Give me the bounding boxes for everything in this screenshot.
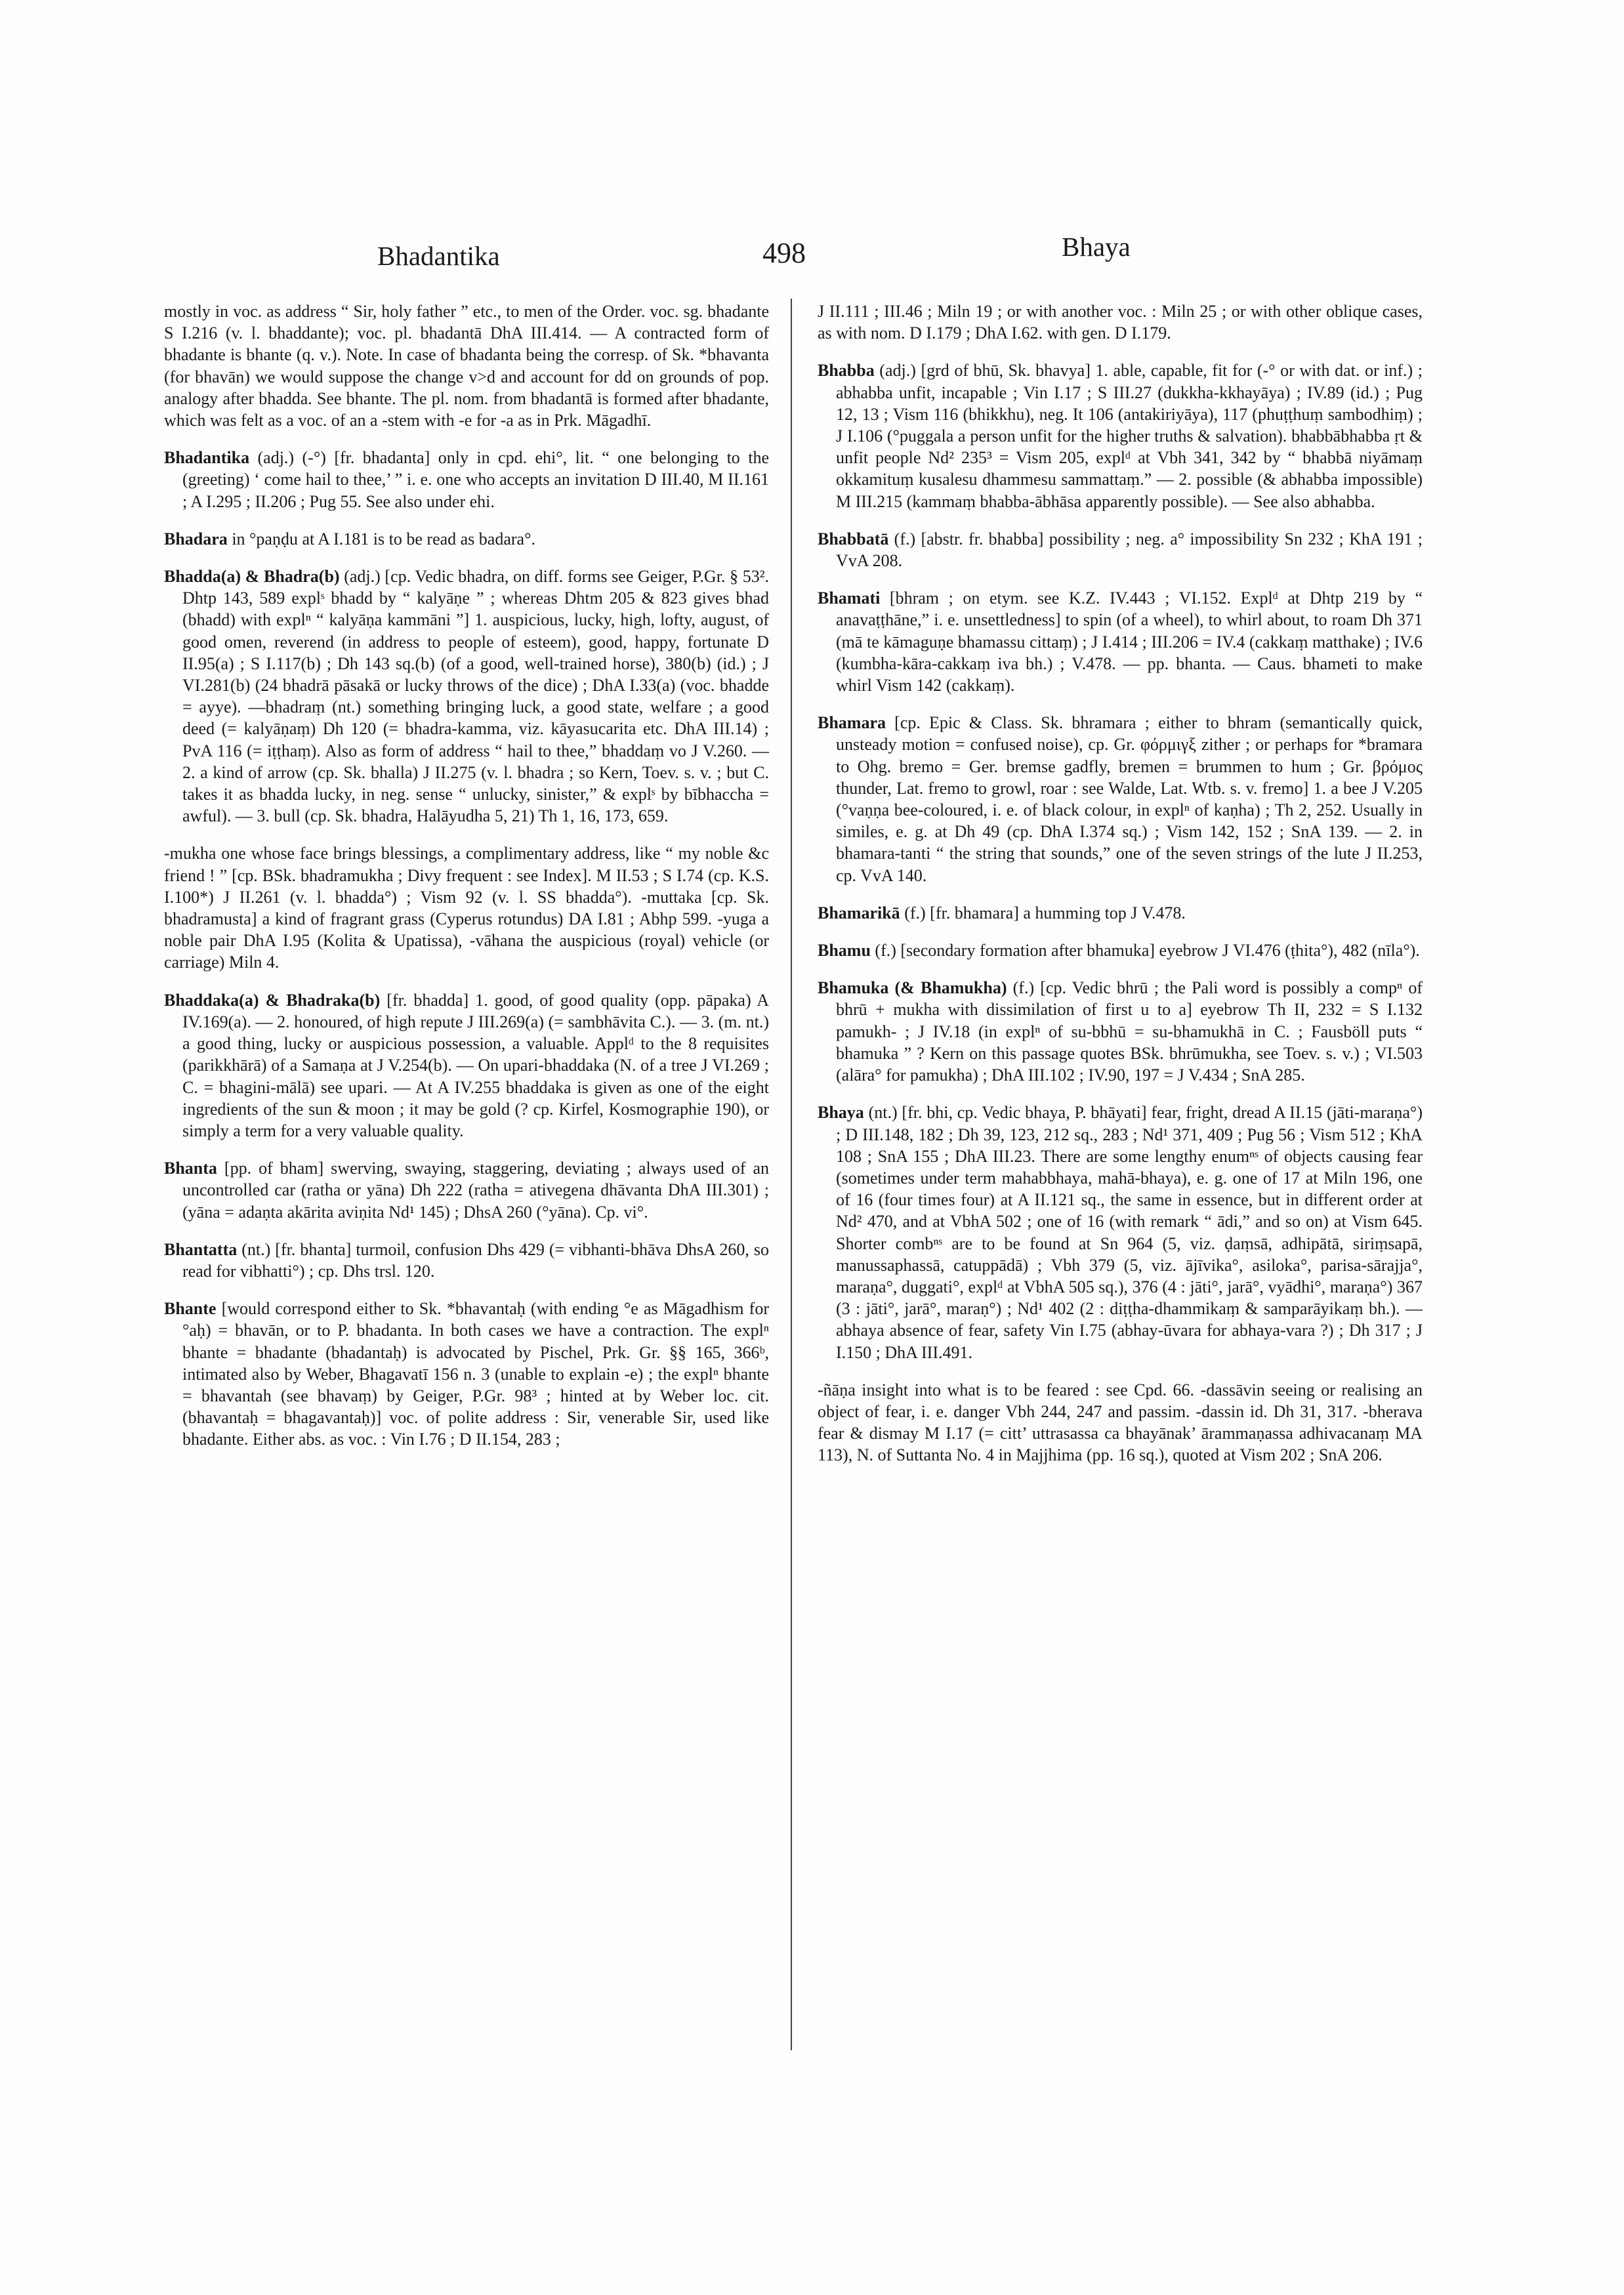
dictionary-entry [164, 1239, 769, 1282]
entry-text: -ñāṇa insight into what is to be feared : see Cpd. 66. -dassāvin seeing or realising an object of fear, i. e. danger Vbh 244, 247 and passim. -dassin id. Dh 31, 317. -bherava fear & dismay M I.17 (= citt’ uttrasassa ca bhayānak’ ārammaṇassa adhivacanaṃ MA 113), N. of Suttanta No. 4 in Majjhima (pp. 16 sq.), quoted at Vism 202 ; SnA 206. [818, 1380, 1423, 1465]
dictionary-entry [818, 940, 1423, 961]
entry-text: [bhram ; on etym. see K.Z. IV.443 ; VI.152. Explᵈ at Dhtp 219 by “ anavaṭṭhāne,” i. e. unsettledness] to spin (of a wheel), to whirl about, to roam Dh 371 (mā te kāmaguṇe bhamassu cittaṃ) ; J I.414 ; III.206 = IV.4 (cakkaṃ matthake) ; IV.6 (kumbha-kāra-cakkaṃ iva bh.) ; V.478. — pp. bhanta. — Caus. bhameti to make whirl Vism 142 (cakkaṃ). [836, 589, 1423, 695]
entry-headword: Bhabbatā [818, 529, 889, 548]
entry-text: (f.) [secondary formation after bhamuka] eyebrow J VI.476 (ṭhita°), 482 (nīla°). [870, 941, 1420, 961]
entry-headword: Bhamara [818, 713, 886, 733]
dictionary-entry [164, 989, 769, 1142]
entry-text: (adj.) [grd of bhū, Sk. bhavya] 1. able, capable, fit for (-° or with dat. or inf.) ; abhabba unfit, incapable ; Vin I.17 ; S III.27 (dukkha-kkhayāya) ; IV.89 (id.) ; Pug 12, 13 ; Vism 116 (bhikkhu), neg. It 106 (antakiriyāya), 117 (phuṭṭhuṃ sambodhiṃ) ; J I.106 (°puggala a person unfit for the higher truths & salvation). bhabbābhabba ṛt & unfit people Nd² 235³ = Vism 205, explᵈ at Vbh 341, 342 by “ bhabbā niyāmaṃ okkamituṃ kusalesu dhammesu sammattaṃ.” — 2. possible (& abhabba impossible) M III.215 (kammaṃ bhabba-ābhāsa apparently possible). — See also abhabba. [836, 361, 1423, 511]
right-column [818, 300, 1423, 1482]
entry-headword: Bhamu [818, 941, 871, 961]
dictionary-entry [164, 1157, 769, 1223]
dictionary-entry [818, 1102, 1423, 1363]
entry-text: (nt.) [fr. bhi, cp. Vedic bhaya, P. bhāyati] fear, fright, dread A II.15 (jāti-maraṇa°) ; D III.148, 182 ; Dh 39, 123, 212 sq., 283 ; Nd¹ 371, 409 ; Pug 56 ; Vism 512 ; KhA 108 ; SnA 155 ; DhA III.23. There are some lengthy enumⁿˢ of objects causing fear (sometimes under term mahabbhaya, mahā-bhaya), e. g. one of 17 at Miln 196, one of 16 (four times four) at A II.121 sq., the same in essence, but in different order at Nd² 470, and at VbhA 502 ; one of 16 (with remark “ ādi,” and so on) at Vism 645. Shorter combⁿˢ are to be found at Sn 964 (5, viz. ḍaṃsā, adhipātā, siriṃsapā, manussaphassā, catuppādā) ; Vbh 379 (5, viz. ājīvika°, asiloka°, parisa-sārajja°, maraṇa°, duggati°, explᵈ at VbhA 505 sq.), 376 (4 : jāti°, jarā°, vyādhi°, maraṇa°) 367 (3 : jāti°, jarā°, maraṇ°) ; Nd¹ 402 (2 : diṭṭha-dhammikaṃ & samparāyikaṃ bh.). —abhaya absence of fear, safety Vin I.75 (abhay-ūvara for abhaya-vara ?) ; Dh 317 ; J I.150 ; DhA III.491. [836, 1103, 1423, 1362]
dictionary-entry [164, 1298, 769, 1450]
entry-headword: Bhadara [164, 529, 228, 548]
entry-headword: Bhante [164, 1299, 217, 1319]
entry-text: mostly in voc. as address “ Sir, holy father ” etc., to men of the Order. voc. sg. bhadante S I.216 (v. l. bhaddante); voc. pl. bhadantā DhA III.414. — A contracted form of bhadante is bhante (q. v.). Note. In case of bhadanta being the corresp. of Sk. *bhavanta (for bhavān) we would suppose the change v>d and account for dd on grounds of pop. analogy after bhadda. See bhante. The pl. nom. from bhadantā is formed after bhadante, which was felt as a voc. of an a -stem with -e for -a as in Prk. Māgadhī. [164, 302, 769, 430]
dictionary-entry [818, 1379, 1423, 1466]
right-guide-word: Bhaya [1062, 232, 1131, 262]
entry-text: (adj.) (-°) [fr. bhadanta] only in cpd. ehi°, lit. “ one belonging to the (greeting) ‘ come hail to thee,’ ” i. e. one who accepts an invitation D III.40, M II.161 ; A I.295 ; II.206 ; Pug 55. See also under ehi. [182, 448, 769, 511]
entry-text: (f.) [fr. bhamara] a humming top J V.478. [900, 903, 1186, 922]
entry-text: (adj.) [cp. Vedic bhadra, on diff. forms see Geiger, P.Gr. § 53². Dhtp 143, 589 explˢ bhadd by “ kalyāṇe ” ; whereas Dhtm 205 & 823 gives bhad (bhadd) with explⁿ “ kalyāṇa kammāni ”] 1. auspicious, lucky, high, lofty, august, of good omen, reverend (in address to people of esteem), good, happy, fortunate D II.95(a) ; S I.117(b) ; Dh 143 sq.(b) (of a good, well-trained horse), 380(b) (id.) ; J VI.281(b) (24 bhadrā pāsakā or lucky throws of the dice) ; DhA I.33(a) (voc. bhadde = ayye). —bhadraṃ (nt.) something bringing luck, a good state, welfare ; a good deed (= kalyāṇaṃ) Dh 120 (= bhadra-kamma, viz. kāyasucarita etc. DhA III.14) ; PvA 116 (= iṭṭhaṃ). Also as form of address “ hail to thee,” bhaddaṃ vo J V.260. — 2. a kind of arrow (cp. Sk. bhalla) J II.275 (v. l. bhadra ; so Kern, Toev. s. v. ; but C. takes it as bhadda lucky, in neg. sense “ unlucky, sinister,” & explˢ by bībhaccha = awful). — 3. bull (cp. Sk. bhadra, Halāyudha 5, 21) Th 1, 16, 173, 659. [182, 567, 769, 826]
entry-text: J II.111 ; III.46 ; Miln 19 ; or with another voc. : Miln 25 ; or with other oblique cases, as with nom. D I.179 ; DhA I.62. with gen. D I.179. [818, 302, 1423, 343]
entry-text: (nt.) [fr. bhanta] turmoil, confusion Dhs 429 (= vibhanti-bhāva DhsA 260, so read for vibhatti°) ; cp. Dhs trsl. 120. [182, 1239, 769, 1281]
entry-headword: Bhamarikā [818, 903, 900, 922]
dictionary-entry [818, 712, 1423, 886]
entry-headword: Bhamuka (& Bhamukha) [818, 978, 1007, 998]
entry-text: [pp. of bham] swerving, swaying, staggering, deviating ; always used of an uncontrolled car (ratha or yāna) Dh 222 (ratha = ativegena dhāvanta DhA III.301) ; (yāna = adaṇta akārita aviṇita Nd¹ 145) ; DhsA 260 (°yāna). Cp. vi°. [182, 1159, 769, 1222]
entry-headword: Bhaddaka(a) & Bhadraka(b) [164, 990, 381, 1010]
left-guide-word: Bhadantika [377, 241, 500, 271]
dictionary-entry [164, 842, 769, 973]
entry-headword: Bhabba [818, 361, 875, 381]
dictionary-entry [818, 977, 1423, 1086]
entry-headword: Bhadda(a) & Bhadra(b) [164, 567, 340, 587]
dictionary-entry [818, 902, 1423, 924]
entry-text: [fr. bhadda] 1. good, of good quality (opp. pāpaka) A IV.169(a). — 2. honoured, of high repute J III.269(a) (= sambhāvita C.). — 3. (m. nt.) a good thing, lucky or auspicious possession, a valuable. Applᵈ to the 8 requisites (parikkhārā) of a Samaṇa at J V.254(b). — On upari-bhaddaka (N. of a tree J VI.269 ; C. = bhagini-mālā) see upari. — At A IV.255 bhaddaka is given as one of the eight ingredients of the sun & moon ; it may be gold (? cp. Kirfel, Kosmographie 190), or simply a term for a very valuable quality. [182, 990, 769, 1140]
entry-headword: Bhadantika [164, 448, 250, 468]
entry-headword: Bhanta [164, 1159, 217, 1178]
left-column [164, 300, 769, 1466]
dictionary-entry [164, 447, 769, 512]
dictionary-entry [164, 566, 769, 827]
dictionary-entry [818, 300, 1423, 344]
entry-headword: Bhantatta [164, 1239, 238, 1259]
entry-text: (f.) [cp. Vedic bhrū ; the Pali word is possibly a compⁿ of bhrū + mukha with dissimilation of first u to a] eyebrow Th II, 232 = S I.132 pamukh- ; J IV.18 (in explⁿ of su-bbhū = su-bhamukhā in C. ; Fausböll puts “ bhamuka ” ? Kern on this passage quotes BSk. bhrūmukha, see Toev. s. v.) ; VI.503 (alāra° for pamukha) ; DhA III.102 ; IV.90, 197 = J V.434 ; SnA 285. [836, 978, 1423, 1085]
entry-headword: Bhamati [818, 589, 881, 608]
dictionary-entry [818, 528, 1423, 571]
column-divider [791, 299, 792, 2050]
entry-headword: Bhaya [818, 1103, 864, 1123]
entry-text: [would correspond either to Sk. *bhavantaḥ (with ending °e as Māgadhism for °aḥ) = bhavān, or to P. bhadanta. In both cases we have a contraction. The explⁿ bhante = bhadante (bhadantaḥ) is advocated by Pischel, Prk. Gr. §§ 165, 366ᵇ, intimated also by Weber, Bhagavatī 156 n. 3 (unable to explain -e) ; the explⁿ bhante = bhavantah (see bhavaṃ) by Geiger, P.Gr. 98³ ; hinted at by Weber loc. cit. (bhavantaḥ = bhagavantaḥ)] voc. of polite address : Sir, venerable Sir, used like bhadante. Either abs. as voc. : Vin I.76 ; D II.154, 283 ; [182, 1299, 769, 1449]
running-header [164, 232, 1463, 274]
dictionary-entry [818, 360, 1423, 512]
entry-text: (f.) [abstr. fr. bhabba] possibility ; neg. a° impossibility Sn 232 ; KhA 191 ; VvA 208. [836, 529, 1423, 571]
page-number: 498 [762, 237, 806, 269]
dictionary-entry [164, 528, 769, 550]
entry-text: in °paṇḍu at A I.181 is to be read as badara°. [227, 529, 535, 548]
entry-text: [cp. Epic & Class. Sk. bhramara ; either to bhram (semantically quick, unsteady motion = confused noise), cp. Gr. φόρμιγξ zither ; or perhaps for *bramara to Ohg. bremo = Ger. bremse gadfly, bremen = brummen to hum ; Gr. βρόμος thunder, Lat. fremo to growl, roar : see Walde, Lat. Wtb. s. v. fremo] 1. a bee J V.205 (°vaṇṇa bee-coloured, i. e. of black colour, in explⁿ of kaṇha) ; Th 2, 252. Usually in similes, e. g. at Dh 49 (cp. DhA I.374 sq.) ; Vism 142, 152 ; SnA 139. — 2. in bhamara-tanti “ the string that sounds,” one of the seven strings of the lute J II.253, cp. VvA 140. [836, 713, 1423, 885]
dictionary-entry [818, 587, 1423, 696]
dictionary-entry [164, 300, 769, 431]
entry-text: -mukha one whose face brings blessings, a complimentary address, like “ my noble &c friend ! ” [cp. BSk. bhadramukha ; Divy frequent : see Index]. M II.53 ; S I.74 (cp. K.S. I.100*) J II.261 (v. l. bhadda°) ; Vism 92 (v. l. SS bhadda°). -muttaka [cp. Sk. bhadramusta] a kind of fragrant grass (Cyperus rotundus) DA I.81 ; Abhp 599. -yuga a noble pair DhA I.95 (Kolita & Upatissa), -vāhana the auspicious (royal) vehicle (or carriage) Miln 4. [164, 844, 769, 972]
